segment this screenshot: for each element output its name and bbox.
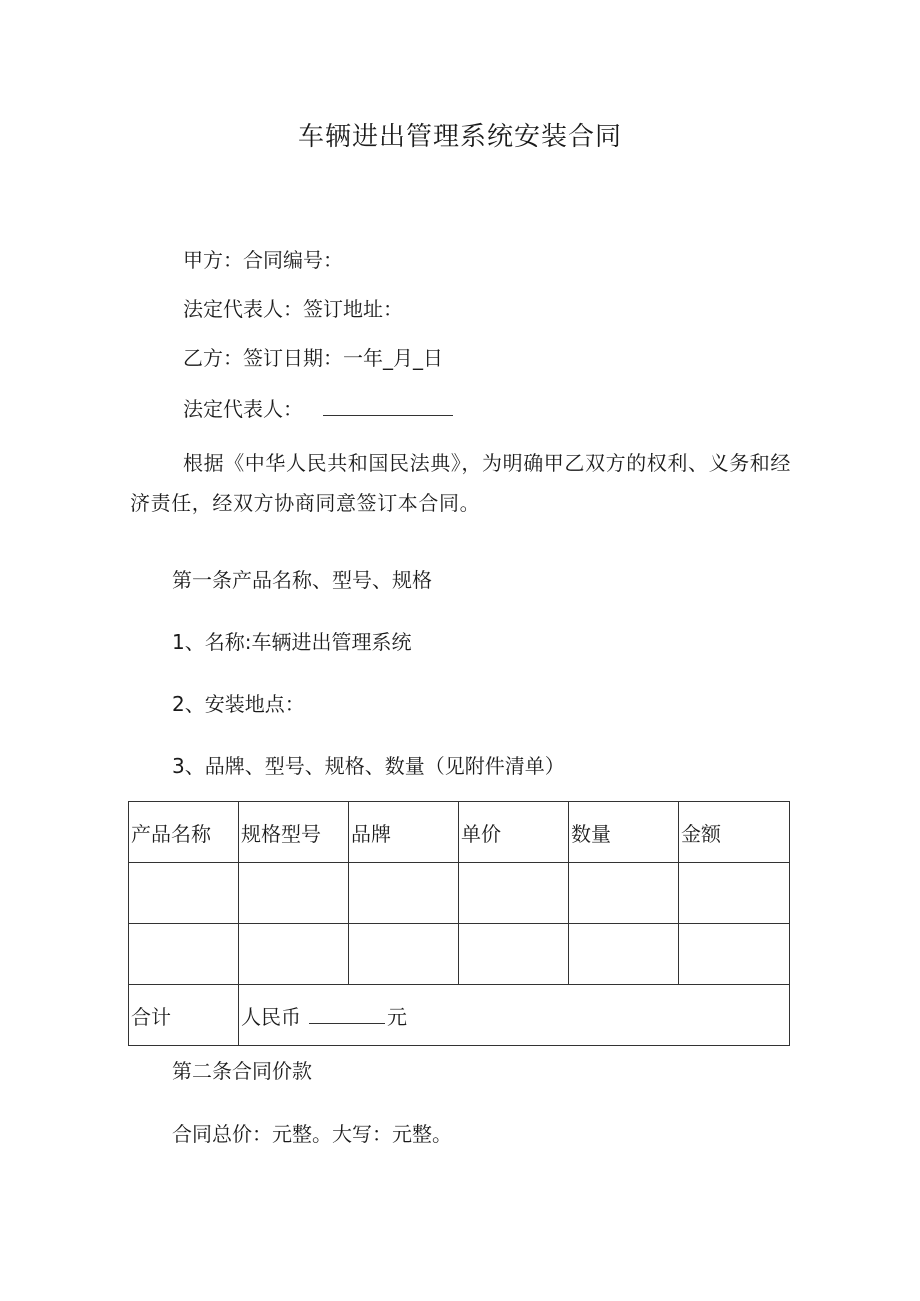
party-a-line: 甲方：合同编号： xyxy=(183,248,343,272)
total-currency-label: 人民币 xyxy=(241,1004,301,1029)
total-amount-blank xyxy=(309,1003,385,1024)
table-cell xyxy=(679,924,790,985)
party-b-line: 乙方：签订日期：一年_月_日 xyxy=(183,346,443,370)
table-header-row xyxy=(129,802,790,863)
signature-blank xyxy=(323,393,453,416)
table-cell xyxy=(129,924,239,985)
article-1-heading: 第一条产品名称、型号、规格 xyxy=(172,568,432,592)
table-total-row xyxy=(129,985,790,1046)
table-cell xyxy=(679,863,790,924)
table-header-cell: 产品名称 xyxy=(129,802,239,863)
total-amount-cell xyxy=(239,985,790,1046)
table-header-cell: 数量 xyxy=(569,802,679,863)
document-title: 车辆进出管理系统安装合同 xyxy=(297,122,622,152)
article-2-heading: 第二条合同价款 xyxy=(172,1059,312,1083)
table-cell xyxy=(349,924,459,985)
total-unit-label: 元 xyxy=(387,1004,407,1029)
table-row xyxy=(129,924,790,985)
contract-price-line: 合同总价：元整。大写：元整。 xyxy=(172,1122,452,1146)
total-label-cell: 合计 xyxy=(129,985,239,1046)
table-header-cell: 规格型号 xyxy=(239,802,349,863)
article-1-item-1: 1、名称:车辆进出管理系统 xyxy=(172,630,412,654)
party-a-representative-line: 法定代表人：签订地址： xyxy=(183,297,403,321)
table-cell xyxy=(239,924,349,985)
table-cell xyxy=(459,863,569,924)
intro-paragraph: 根据《中华人民共和国民法典》，为明确甲乙双方的权利、义务和经济责任，经双方协商同意签订本合同。 xyxy=(130,451,791,515)
table-header-cell: 金额 xyxy=(679,802,790,863)
article-1-item-3: 3、品牌、型号、规格、数量（见附件清单） xyxy=(172,754,565,778)
table-cell xyxy=(459,924,569,985)
table-header-cell: 品牌 xyxy=(349,802,459,863)
table-cell xyxy=(569,863,679,924)
table-cell xyxy=(349,863,459,924)
table-cell xyxy=(569,924,679,985)
table-cell xyxy=(239,863,349,924)
table-row xyxy=(129,863,790,924)
table-header-cell: 单价 xyxy=(459,802,569,863)
article-1-item-2: 2、安装地点： xyxy=(172,692,305,716)
party-b-representative-label: 法定代表人： xyxy=(183,397,303,421)
party-b-representative-line xyxy=(183,393,453,423)
table-cell xyxy=(129,863,239,924)
product-table xyxy=(128,801,790,1046)
